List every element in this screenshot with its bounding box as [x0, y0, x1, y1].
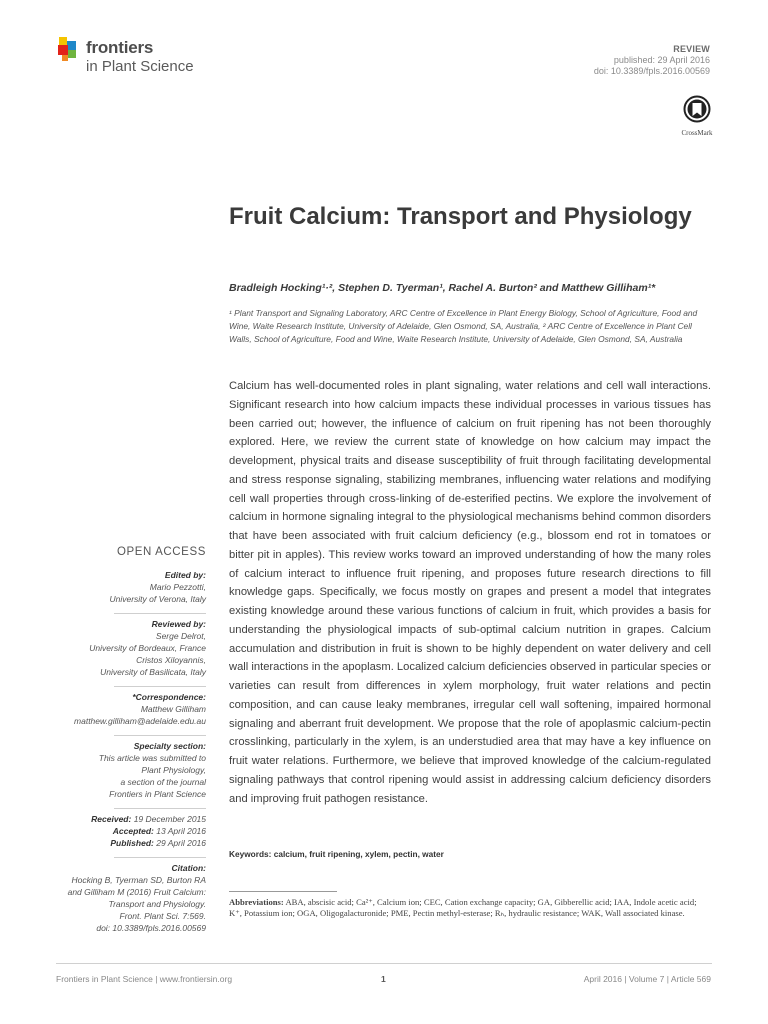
correspondence-section: [26, 691, 206, 727]
correspondence-email-link[interactable]: matthew.gilliham@adelaide.edu.au: [74, 716, 206, 726]
citation-text: and Gilliham M (2016) Fruit Calcium:: [67, 887, 206, 897]
published-date: published: 29 April 2016: [613, 55, 710, 65]
divider: [114, 735, 206, 736]
dates-section: [26, 813, 206, 849]
footnote-rule: [229, 891, 337, 892]
edited-by-heading: Edited by:: [164, 570, 206, 580]
frontiers-logo-icon: [56, 36, 82, 62]
article-title: Fruit Calcium: Transport and Physiology: [229, 203, 692, 230]
editor-name: Mario Pezzotti,: [149, 582, 206, 592]
author-list: Bradleigh Hocking¹·², Stephen D. Tyerman¹, Rachel A. Burton² and Matthew Gilliham¹*: [229, 282, 656, 294]
received-date: Received: 19 December 2015: [91, 814, 206, 824]
footer-rule: [56, 963, 712, 964]
specialty-text: a section of the journal: [120, 777, 206, 787]
citation-doi-link[interactable]: doi: 10.3389/fpls.2016.00569: [96, 923, 206, 933]
divider: [114, 686, 206, 687]
divider: [114, 857, 206, 858]
brand-name: frontiers: [86, 38, 154, 57]
article-meta: [594, 44, 710, 77]
specialty-text: This article was submitted to: [98, 753, 206, 763]
crossmark-icon: [683, 95, 711, 123]
article-type: REVIEW: [673, 44, 710, 54]
reviewer-affiliation: University of Bordeaux, France: [89, 643, 206, 653]
divider: [114, 808, 206, 809]
specialty-section: [26, 740, 206, 800]
accepted-date: Accepted: 13 April 2016: [112, 826, 206, 836]
page-number: 1: [381, 974, 386, 984]
edited-by-section: [26, 569, 206, 605]
citation-text: Hocking B, Tyerman SD, Burton RA: [71, 875, 206, 885]
specialty-text: Plant Physiology,: [141, 765, 206, 775]
affiliations: ¹ Plant Transport and Signaling Laboratory, ARC Centre of Excellence in Plant Energy Biology, School of Agriculture, Food and Wine, Waite Research Institute, University of Adelaide, Glen Osmond, SA, Australia, ² ARC Centre of Excellence in Plant Cell Walls, School of Agriculture, Food and Wine, Waite Research Institute, University of Adelaide, Glen Osmond, SA, Australia: [229, 308, 698, 344]
correspondence-heading: *Correspondence:: [132, 692, 206, 702]
footer-journal-link[interactable]: Frontiers in Plant Science | www.frontiersin.org: [56, 974, 233, 984]
editor-affiliation: University of Verona, Italy: [109, 594, 206, 604]
abbreviations-footnote: [229, 897, 711, 919]
abstract: Calcium has well-documented roles in plant signaling, water relations and cell wall interactions. Significant research into how calcium impacts these individual processes in various tissues has been carried out; however, the influence of calcium on fruit ripening has not been thoroughly explored. Here, we review the current state of knowledge on how calcium may impact the development, physical traits and disease susceptibility of fruit through facilitating developmental and stress response signaling, stabilizing membranes, influencing water relations and modifying cell wall properties through cross-linking of de-esterified pectins. We explore the involvement of calcium in hormone signaling integral to the physiological mechanisms behind common disorders that have been associated with fruit calcium deficiency (e.g., blossom end rot in tomatoes or bitter pit in apples). This review works toward an improved understanding of how the many roles of calcium interact to influence fruit ripening, and proposes future research directions to fill knowledge gaps. Specifically, we focus mostly on grapes and present a model that integrates existing knowledge around these various functions of calcium in fruit, which provides a basis for understanding the physiological impacts of sub-optimal calcium nutrition in grapes. Calcium accumulation and distribution in fruit is shown to be highly dependent on water delivery and cell wall interactions in the apoplasm. Localized calcium deficiencies observed in particular species or varieties can result from differences in xylem morphology, fruit water relations and pectin composition, and can cause leaky membranes, irregular cell wall softening, impaired hormonal signaling and aberrant fruit development. We propose that the role of apoplasmic calcium-pectin crosslinking, particularly in the xylem, is an understudied area that may have a key influence on fruit water relations. Furthermore, we believe that improved knowledge of the calcium-regulated signaling pathways that control ripening would assist in addressing calcium deficiency disorders and improving fruit pathogen resistance.: [229, 380, 711, 805]
journal-name: in Plant Science: [86, 58, 194, 75]
reviewed-by-heading: Reviewed by:: [151, 619, 206, 629]
citation-heading: Citation:: [171, 863, 206, 873]
citation-section: [26, 862, 206, 934]
citation-text: Transport and Physiology.: [108, 899, 206, 909]
keywords: Keywords: calcium, fruit ripening, xylem, pectin, water: [229, 849, 444, 859]
citation-text: Front. Plant Sci. 7:569.: [119, 911, 206, 921]
correspondence-name: Matthew Gilliham: [140, 704, 206, 714]
abbreviations-text: ABA, abscisic acid; Ca²⁺, Calcium ion; CEC, Cation exchange capacity; GA, Gibberellic acid; IAA, Indole acetic acid; K⁺, Potassium ion; OGA, Oligogalacturonide; PME, Pectin methyl-esterase; Rₕ, hydraulic resistance; WAK, Wall associated kinase.: [229, 897, 697, 918]
divider: [114, 613, 206, 614]
crossmark-badge[interactable]: [675, 95, 719, 137]
abbreviations-label: Abbreviations:: [229, 897, 284, 907]
reviewer-affiliation: University of Basilicata, Italy: [100, 667, 206, 677]
reviewer-name: Cristos Xiloyannis,: [136, 655, 206, 665]
specialty-text: Frontiers in Plant Science: [109, 789, 206, 799]
footer-issue-info: April 2016 | Volume 7 | Article 569: [583, 974, 711, 984]
published-date-sidebar: Published: 29 April 2016: [110, 838, 206, 848]
article-info-sidebar: [26, 546, 206, 942]
open-access-label: OPEN ACCESS: [116, 546, 206, 558]
reviewed-by-section: [26, 618, 206, 678]
crossmark-label: CrossMark: [681, 129, 713, 137]
specialty-heading: Specialty section:: [133, 741, 206, 751]
reviewer-name: Serge Delrot,: [155, 631, 206, 641]
doi-link[interactable]: doi: 10.3389/fpls.2016.00569: [593, 66, 710, 76]
